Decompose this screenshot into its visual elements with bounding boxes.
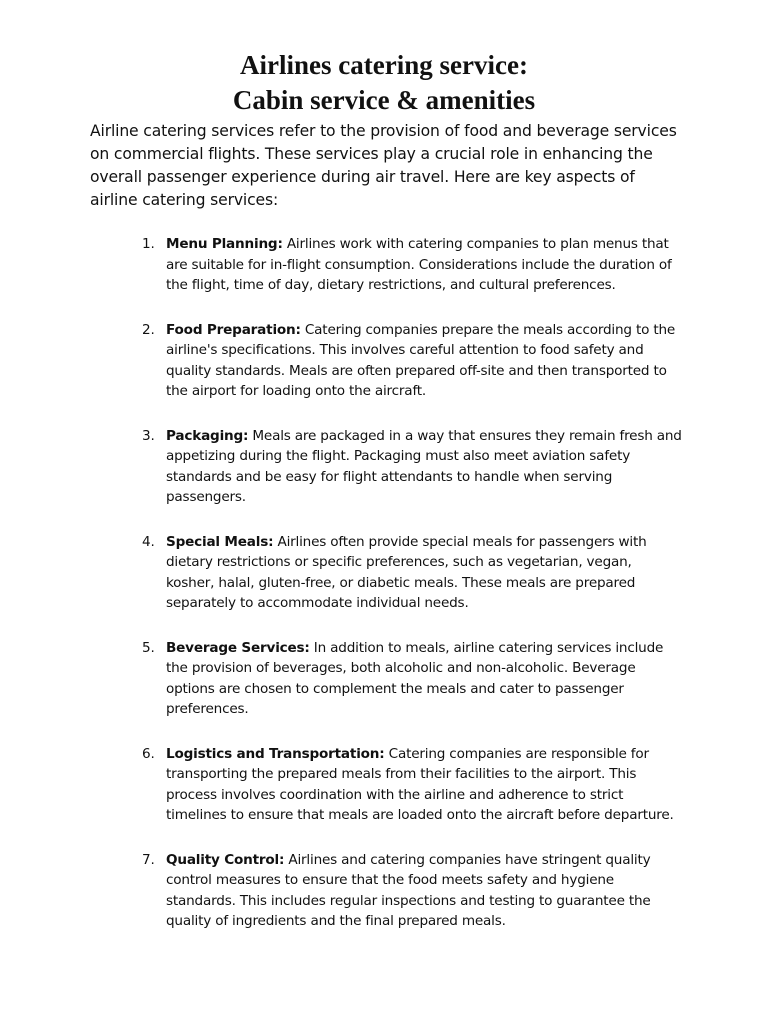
list-item-number: 4.: [142, 533, 155, 550]
list-item-number: 1.: [142, 236, 155, 252]
list-item-term: Quality Control:: [166, 851, 285, 868]
document-title: [0, 48, 768, 118]
intro-paragraph: Airline catering services refer to the provision of food and beverage services on commercial flights. These services play a crucial role in enhancing the overall passenger experience during air travel. Here are key aspects of airline catering services:: [90, 122, 677, 209]
list-item-text: Airlines work with catering companies to plan menus that are suitable for in-flight consumption. Considerations include the duration of the flight, time of day, dietary restrictions, and cultural preferences.: [166, 236, 672, 293]
list-item: [126, 234, 682, 296]
list-item: [126, 426, 682, 508]
list-item: [126, 320, 682, 402]
list-item-number: 2.: [142, 321, 155, 338]
list-item: [126, 744, 682, 826]
list-item: [126, 850, 682, 932]
list-item-term: Packaging:: [166, 427, 249, 444]
list-item-number: 3.: [142, 427, 155, 444]
list-item-term: Logistics and Transportation:: [166, 745, 385, 762]
list-item-text: Catering companies are responsible for transporting the prepared meals from their facilities to the airport. This process involves coordination with the airline and adherence to strict timelines to ensure that meals are loaded onto the aircraft before departure.: [166, 745, 674, 823]
list-item-text: Meals are packaged in a way that ensures they remain fresh and appetizing during the flight. Packaging must also meet aviation safety standards and be easy for flight attendants to handle when serving passengers.: [166, 427, 682, 505]
list-item-term: Special Meals:: [166, 533, 274, 550]
list-item: [126, 532, 682, 614]
list-item: [126, 638, 682, 720]
title-line-1: Airlines catering service:: [240, 50, 528, 80]
list-item-number: 6.: [142, 745, 155, 762]
list-item-term: Food Preparation:: [166, 321, 301, 338]
list-item-text: Airlines often provide special meals for passengers with dietary restrictions or specific preferences, such as vegetarian, vegan, kosher, halal, gluten-free, or diabetic meals. These meals are prepared separately to accommodate individual needs.: [166, 533, 647, 611]
title-line-2: Cabin service & amenities: [232, 85, 536, 115]
list-item-number: 7.: [142, 851, 155, 868]
list-item-number: 5.: [142, 639, 155, 656]
list-item-text: Airlines and catering companies have stringent quality control measures to ensure that the food meets safety and hygiene standards. This includes regular inspections and testing to guarantee the quality of ingredients and the final prepared meals.: [166, 851, 651, 929]
list-item-term: Menu Planning:: [166, 236, 283, 252]
list-item-text: In addition to meals, airline catering services include the provision of beverages, both alcoholic and non-alcoholic. Beverage options are chosen to complement the meals and cater to passenger preferences.: [166, 639, 664, 717]
aspects-list: [126, 234, 682, 956]
list-item-term: Beverage Services:: [166, 639, 310, 656]
list-item-text: Catering companies prepare the meals according to the airline's specifications. This involves careful attention to food safety and quality standards. Meals are often prepared off-site and then transported to the airport for loading onto the aircraft.: [166, 321, 676, 399]
